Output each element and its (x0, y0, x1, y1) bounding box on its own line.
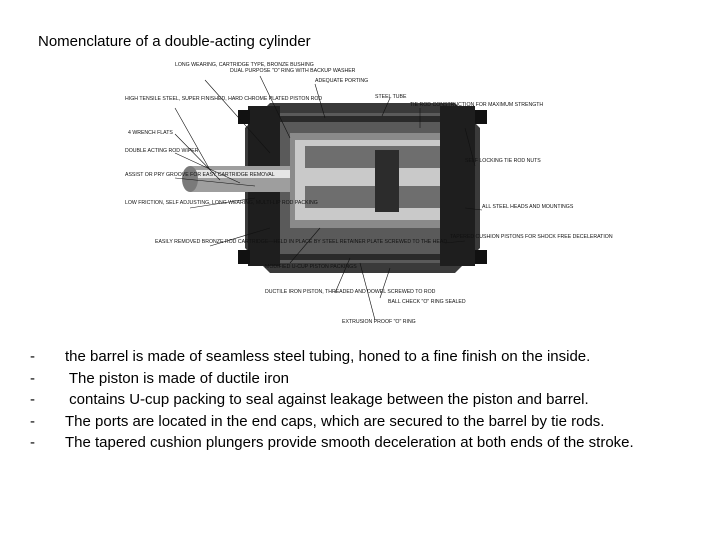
label-rod-packing: LOW FRICTION, SELF ADJUSTING, LONG WEARING, MULTI-LIP ROD PACKING (125, 200, 318, 206)
bullet-item (28, 432, 708, 454)
bullet-dash: - (30, 412, 35, 430)
label-steel-heads: ALL STEEL HEADS AND MOUNTINGS (482, 204, 574, 210)
bullet-item (28, 411, 708, 433)
label-tapered-cushion: TAPERED CUSHION PISTONS FOR SHOCK FREE DECELERATION (450, 234, 613, 240)
label-steel-tube: STEEL TUBE (375, 94, 407, 100)
label-ductile-iron-piston: DUCTILE IRON PISTON, THREADED AND DOWEL SCREWED TO ROD (265, 289, 436, 295)
bullet-dash: - (30, 434, 35, 451)
label-dual-purpose-o-ring: DUAL PURPOSE "O" RING WITH BACKUP WASHER (230, 68, 356, 74)
bullet-text: The tapered cushion plungers provide smooth deceleration at both ends of the stroke. (65, 434, 634, 451)
label-ball-check: BALL CHECK "O" RING SEALED (388, 299, 466, 305)
bullet-text: The piston is made of ductile iron (65, 369, 290, 387)
label-adequate-porting: ADEQUATE PORTING (315, 78, 369, 84)
bullet-dash: - (30, 391, 35, 408)
page-title: Nomenclature of a double-acting cylinder (38, 33, 311, 50)
cylinder-illustration (120, 58, 613, 333)
label-tie-rod-construction: TIE ROD CONSTRUCTION FOR MAXIMUM STRENGTH (410, 102, 544, 108)
label-piston-rod: HIGH TENSILE STEEL, SUPER FINISHED, HARD CHROME PLATED PISTON ROD (125, 96, 323, 102)
bullet-list (28, 346, 708, 454)
bullet-item (28, 346, 708, 368)
bullet-text: contains U-cup packing to seal against leakage between the piston and barrel. (65, 391, 589, 408)
label-u-cup-packings: MODIFIED U-CUP PISTON PACKINGS (265, 264, 357, 270)
label-pry-groove: ASSIST OR PRY GROOVE FOR EASY CARTRIDGE REMOVAL (125, 172, 275, 178)
label-wrench-flats: 4 WRENCH FLATS (128, 130, 173, 136)
bullet-item (28, 389, 708, 411)
label-bronze-bushing: LONG WEARING, CARTRIDGE TYPE, BRONZE BUSHING (175, 62, 314, 68)
label-bronze-rod-cartridge: EASILY REMOVED BRONZE ROD CARTRIDGE—HELD IN PLACE BY STEEL RETAINER PLATE SCREWED TO THE HEAD (155, 239, 448, 245)
label-extrusion-proof: EXTRUSION PROOF "O" RING (342, 319, 416, 325)
bullet-text: The ports are located in the end caps, which are secured to the barrel by tie rods. (65, 412, 605, 430)
bullet-text: the barrel is made of seamless steel tubing, honed to a fine finish on the inside. (65, 348, 591, 365)
cylinder-cutaway-figure (120, 58, 613, 333)
bullet-item (28, 368, 708, 390)
bullet-dash: - (30, 369, 35, 387)
cylinder-body (182, 103, 487, 273)
label-tie-rod-nuts: SELF LOCKING TIE ROD NUTS (465, 158, 541, 164)
bullet-dash: - (30, 348, 35, 365)
label-rod-wiper: DOUBLE ACTING ROD WIPER (125, 148, 199, 154)
